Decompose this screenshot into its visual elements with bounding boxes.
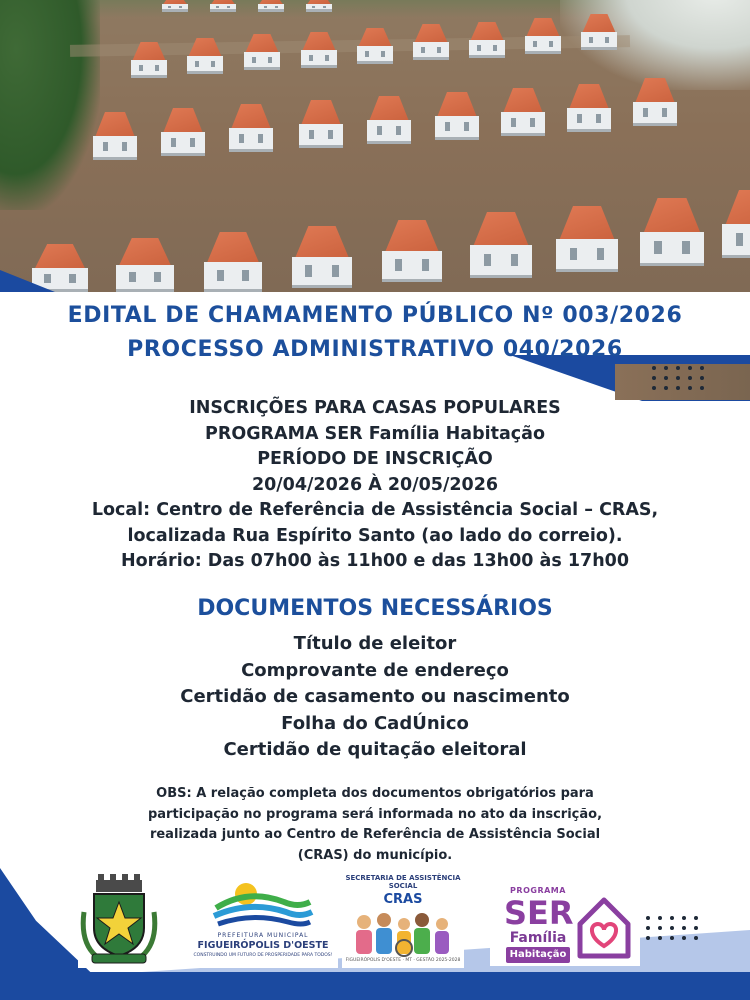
house	[498, 88, 548, 136]
house	[564, 84, 614, 132]
info-line: Local: Centro de Referência de Assistência Social – CRAS,	[91, 500, 659, 520]
house	[158, 108, 208, 156]
house	[578, 14, 620, 50]
processo-title: PROCESSO ADMINISTRATIVO 040/2026	[127, 337, 623, 362]
dot-pattern-top	[652, 366, 706, 390]
cras-title: CRAS	[383, 892, 423, 907]
list-item: Título de eleitor	[293, 633, 457, 654]
house	[128, 42, 170, 78]
house	[636, 198, 708, 266]
house	[288, 226, 356, 288]
obs-line: realizada junto ao Centro de Referência de Assistência Social	[149, 827, 601, 842]
info-line: PROGRAMA SER Família Habitação	[205, 423, 545, 444]
edital-title: EDITAL DE CHAMAMENTO PÚBLICO Nº 003/2026	[67, 303, 683, 328]
dot-pattern-bottom	[646, 916, 700, 940]
house	[364, 96, 414, 144]
house	[630, 78, 680, 126]
house	[241, 34, 283, 70]
aerial-housing-photo	[0, 0, 750, 292]
info-line: PERÍODO DE INSCRIÇÃO	[257, 449, 493, 469]
house	[112, 238, 178, 292]
prefeitura-city: FIGUEIRÓPOLIS D'OESTE	[197, 940, 329, 951]
house	[354, 28, 396, 64]
cras-logo	[342, 872, 464, 968]
house	[552, 206, 622, 272]
list-item: Folha do CadÚnico	[281, 712, 469, 734]
house	[378, 220, 446, 282]
crest-icon	[78, 872, 160, 968]
house	[208, 0, 238, 12]
info-line: INSCRIÇÕES PARA CASAS POPULARES	[189, 398, 561, 418]
house	[296, 100, 346, 148]
ser-familia-label: Família	[509, 930, 567, 946]
prefeitura-logo	[188, 872, 338, 968]
info-line: 20/04/2026 À 20/05/2026	[251, 474, 499, 495]
house	[160, 0, 190, 12]
house	[298, 32, 340, 68]
house	[466, 22, 508, 58]
house	[28, 244, 92, 292]
registration-info	[0, 396, 750, 575]
ser-wordmark: SER	[504, 894, 574, 932]
house	[304, 0, 334, 12]
house	[432, 92, 482, 140]
list-item: Certidão de casamento ou nascimento	[180, 686, 570, 707]
house	[90, 112, 140, 160]
cras-secretaria-label: SECRETARIA DE ASSISTÊNCIA SOCIAL	[345, 874, 461, 890]
obs-line: OBS: A relação completa dos documentos obrigatórios para	[156, 786, 594, 801]
prefeitura-label: PREFEITURA MUNICIPAL	[217, 932, 309, 939]
prefeitura-slogan: CONSTRUINDO UM FUTURO DE PROSPERIDADE PARA TODOS!	[193, 953, 333, 958]
cras-subtitle: FIGUEIRÓPOLIS D'OESTE · MT · GESTÃO 2025-2028	[345, 958, 461, 963]
ser-habitacao-badge: Habitação	[506, 947, 570, 963]
house	[256, 0, 286, 12]
observation-note	[0, 784, 750, 866]
house	[718, 190, 750, 258]
obs-line: (CRAS) do município.	[297, 847, 453, 863]
ser-programa-label: PROGRAMA	[510, 886, 566, 895]
documents-list	[0, 631, 750, 764]
trees-area	[0, 0, 100, 210]
list-item: Comprovante de endereço	[241, 659, 509, 681]
documents-heading: DOCUMENTOS NECESSÁRIOS	[197, 596, 553, 621]
info-line: localizada Rua Espírito Santo (ao lado do correio).	[127, 525, 623, 546]
bottom-band	[0, 972, 750, 1000]
house	[522, 18, 564, 54]
prefeitura-emblem-icon	[188, 872, 338, 932]
house-heart-icon	[574, 890, 634, 962]
obs-line: participação no programa será informada no ato da inscrição,	[147, 806, 603, 822]
house	[410, 24, 452, 60]
municipal-crest-logo	[78, 872, 160, 968]
family-people-icon	[342, 908, 464, 958]
ser-familia-habitacao-logo	[490, 880, 640, 966]
info-line: Horário: Das 07h00 às 11h00 e das 13h00 às 17h00	[120, 551, 630, 571]
house	[184, 38, 226, 74]
house	[466, 212, 536, 278]
house	[200, 232, 266, 292]
house	[226, 104, 276, 152]
list-item: Certidão de quitação eleitoral	[223, 739, 527, 760]
